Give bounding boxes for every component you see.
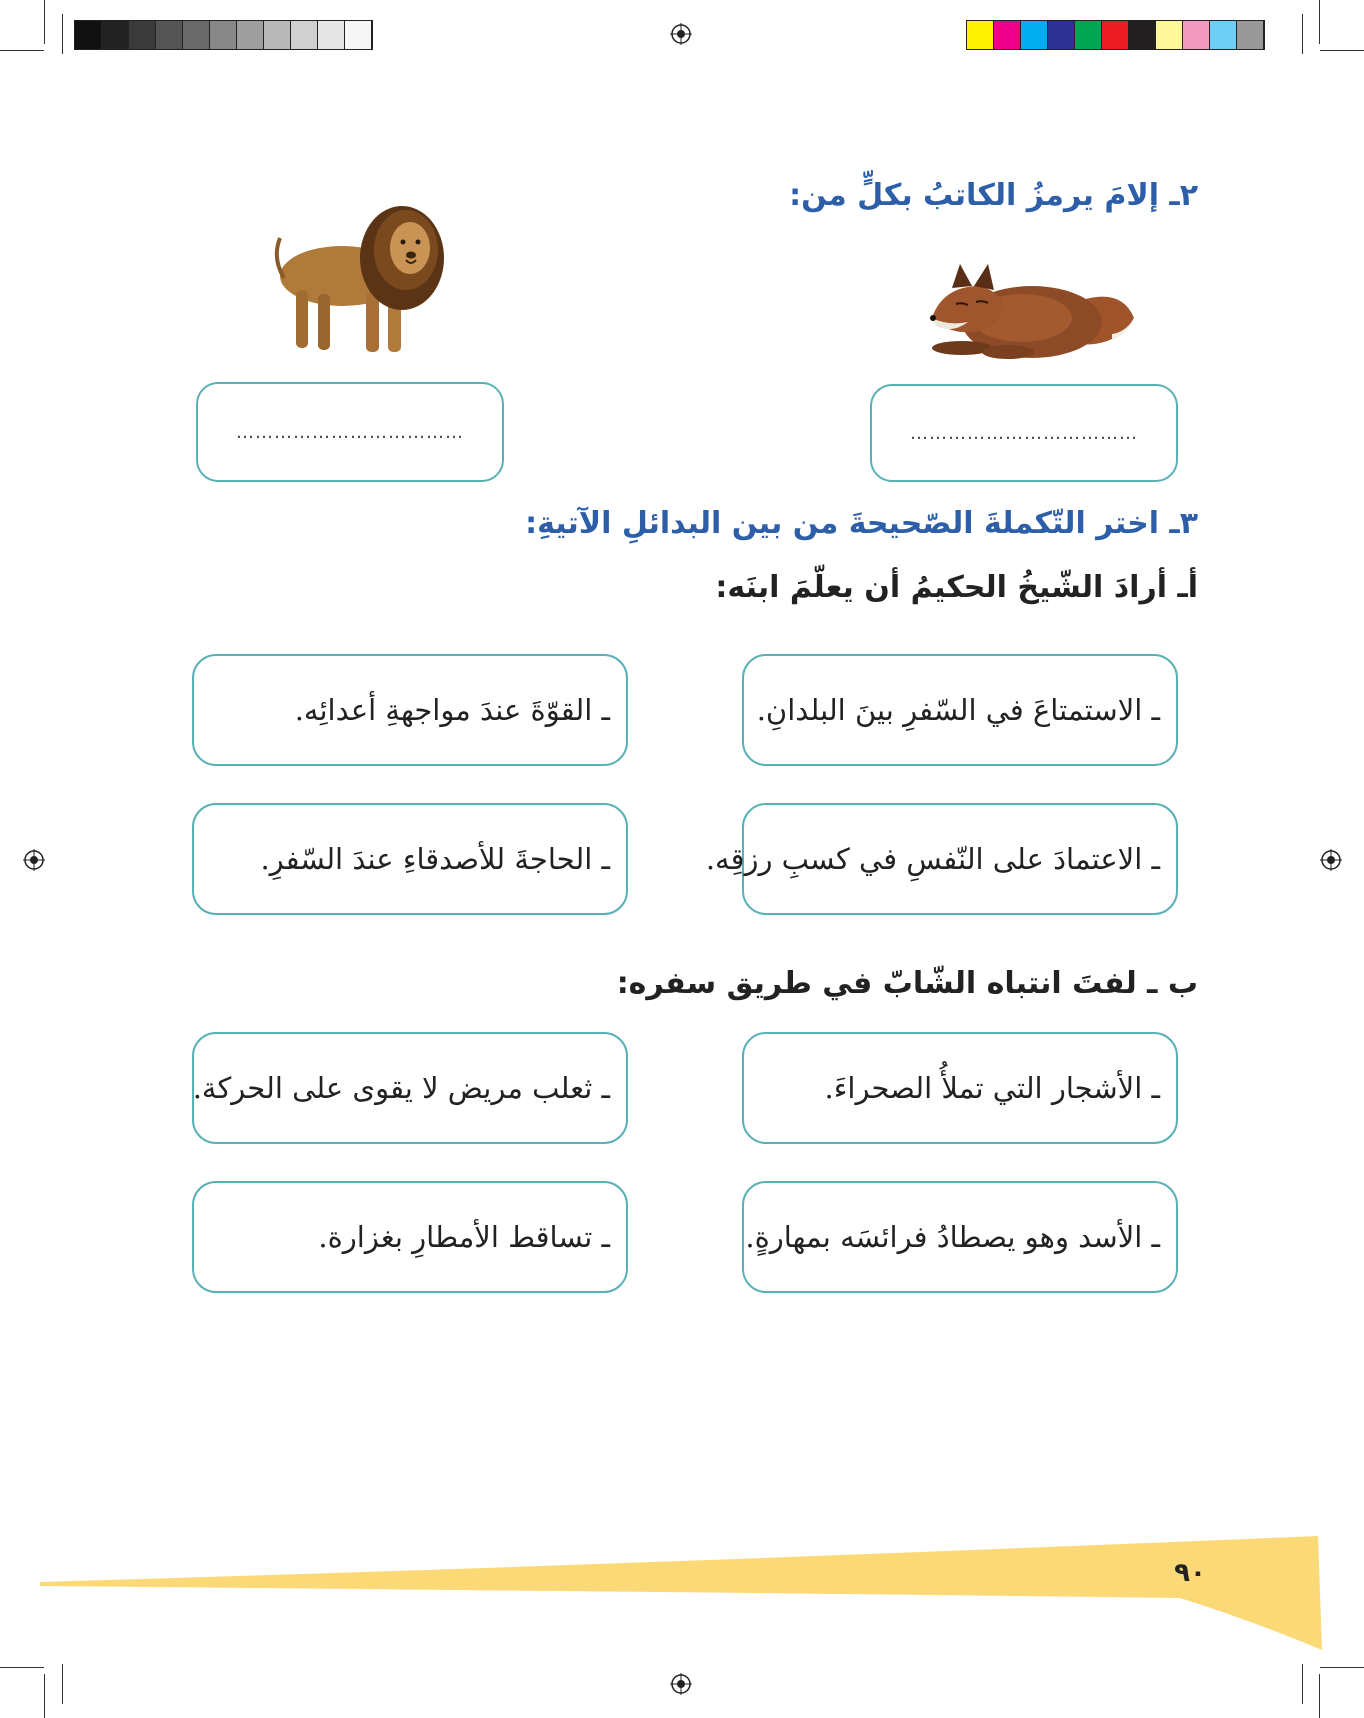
fox-image	[912, 248, 1142, 368]
registration-mark-icon	[23, 849, 45, 871]
option-3a-1[interactable]: ـ الاستمتاعَ في السّفرِ بينَ البلدانِ.	[742, 654, 1178, 766]
fox-answer-box[interactable]	[870, 384, 1178, 482]
lion-answer-box[interactable]	[196, 382, 504, 482]
color-bar	[966, 20, 1265, 50]
page-number: ٩٠	[1174, 1558, 1206, 1588]
answer-dotted-line: ………………………………	[910, 422, 1138, 444]
grayscale-bar	[74, 20, 373, 50]
question-3b-title: ب ـ لفتَ انتباه الشّابّ في طريق سفره:	[616, 966, 1198, 1001]
option-3b-2[interactable]: ـ ثعلب مريض لا يقوى على الحركة.	[192, 1032, 628, 1144]
option-3b-4[interactable]: ـ تساقط الأمطارِ بغزارة.	[192, 1181, 628, 1293]
option-3b-3[interactable]: ـ الأسد وهو يصطادُ فرائسَه بمهارةٍ.	[742, 1181, 1178, 1293]
option-3b-1[interactable]: ـ الأشجار التي تملأُ الصحراءَ.	[742, 1032, 1178, 1144]
option-3a-4[interactable]: ـ الحاجةَ للأصدقاءِ عندَ السّفرِ.	[192, 803, 628, 915]
option-3a-2[interactable]: ـ القوّةَ عندَ مواجهةِ أعدائِه.	[192, 654, 628, 766]
question-3a-title: أـ أرادَ الشّيخُ الحكيمُ أن يعلّمَ ابنَه:	[715, 570, 1198, 605]
answer-dotted-line: ………………………………	[236, 421, 464, 443]
option-3a-3[interactable]: ـ الاعتمادَ على النّفسِ في كسبِ رزقِه.	[742, 803, 1178, 915]
registration-mark-icon	[670, 23, 692, 45]
question-3-title: ٣ـ اختر التّكملةَ الصّحيحةَ من بين البدائلِ الآتيةِ:	[525, 506, 1198, 541]
lion-image	[270, 198, 450, 360]
registration-mark-icon	[670, 1673, 692, 1695]
registration-mark-icon	[1320, 849, 1342, 871]
footer-band	[0, 1530, 1364, 1660]
question-2-title: ٢ـ إلامَ يرمزُ الكاتبُ بكلٍّ من:	[789, 178, 1198, 213]
